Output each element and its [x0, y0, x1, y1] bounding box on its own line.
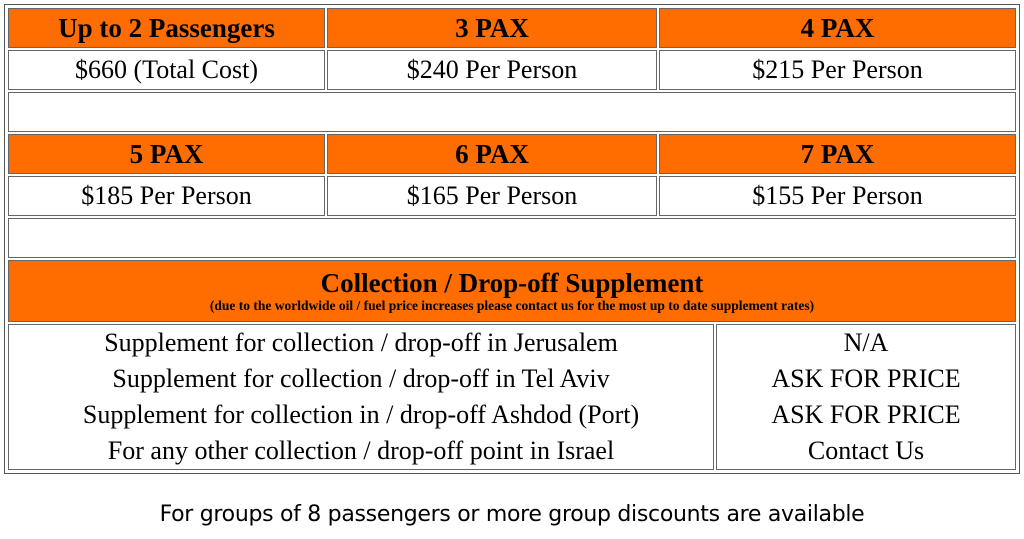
- price-6-pax: $165 Per Person: [327, 176, 657, 216]
- spacer-row: [8, 218, 1016, 258]
- header-6-pax: 6 PAX: [327, 134, 657, 174]
- supplement-label: Supplement for collection in / drop-off Ashdod (Port): [82, 400, 640, 429]
- spacer-row: [8, 92, 1016, 132]
- supplement-title: Collection / Drop-off Supplement: [320, 268, 704, 298]
- price-4-pax: $215 Per Person: [659, 50, 1016, 90]
- supplement-label: Supplement for collection / drop-off in Jerusalem: [104, 328, 618, 357]
- price-7-pax: $155 Per Person: [659, 176, 1016, 216]
- price-up-to-2-passengers: $660 (Total Cost): [8, 50, 325, 90]
- header-4-pax: 4 PAX: [659, 8, 1016, 48]
- supplement-prices: [716, 324, 1016, 470]
- supplement-price: N/A: [843, 328, 889, 357]
- supplement-price: Contact Us: [807, 436, 925, 465]
- price-5-pax: $185 Per Person: [8, 176, 325, 216]
- supplement-label: For any other collection / drop-off point in Israel: [107, 436, 615, 465]
- supplement-note: (due to the worldwide oil / fuel price increases please contact us for the most up to date supplement rates): [209, 298, 815, 313]
- header-7-pax: 7 PAX: [659, 134, 1016, 174]
- supplement-price: ASK FOR PRICE: [771, 400, 961, 429]
- header-3-pax: 3 PAX: [327, 8, 657, 48]
- supplement-price: ASK FOR PRICE: [771, 364, 961, 393]
- header-5-pax: 5 PAX: [8, 134, 325, 174]
- price-3-pax: $240 Per Person: [327, 50, 657, 90]
- supplement-header: [8, 260, 1016, 322]
- group-discount-note: For groups of 8 passengers or more group discounts are available: [159, 502, 865, 527]
- header-up-to-2-passengers: Up to 2 Passengers: [8, 8, 325, 48]
- supplement-label: Supplement for collection / drop-off in Tel Aviv: [112, 364, 610, 393]
- supplement-labels: [8, 324, 714, 470]
